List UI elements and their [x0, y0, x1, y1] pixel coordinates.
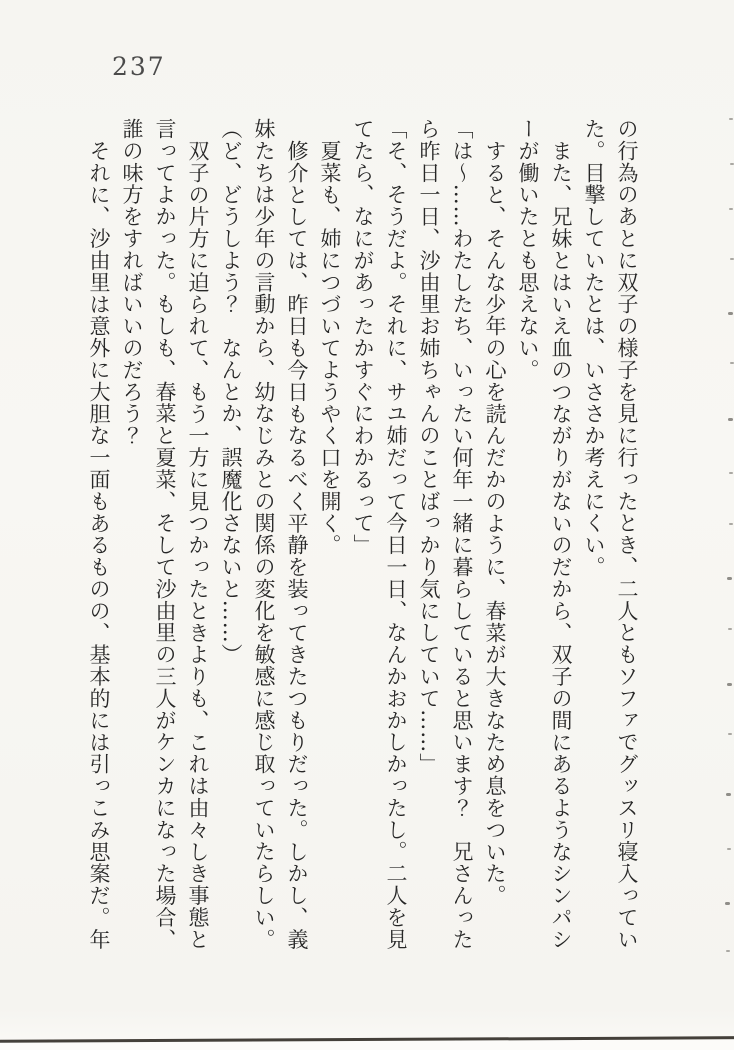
scan-speck: [727, 848, 731, 850]
text-line: 妹たちは少年の言動から、幼なじみとの関係の変化を敏感に感じ取っていたらしい。: [252, 118, 276, 951]
text-line: た。目撃していたとは、いささか考えにくい。: [582, 118, 606, 578]
scan-speck: [728, 312, 733, 315]
scan-speck: [729, 118, 733, 120]
text-line: ーが働いたとも思えない。: [516, 118, 540, 381]
scan-speck: [726, 950, 730, 952]
text-line: （ど、どうしよう？ なんとか、誤魔化さないと……）: [219, 118, 243, 666]
text-line: の行為のあとに双子の様子を見に行ったとき、二人ともソファでグッスリ寝入ってい: [615, 118, 639, 951]
text-line: 誰の味方をすればいいのだろう？: [120, 118, 144, 447]
text-line: すると、そんな少年の心を読んだかのように、春菜が大きなため息をついた。: [483, 140, 507, 907]
scan-speck: [730, 258, 734, 260]
scan-speck: [727, 577, 732, 580]
text-line: 修介としては、昨日も今日もなるべく平静を装ってきたつもりだった。しかし、義: [285, 140, 309, 951]
text-line: 言ってよかった。もしも、春菜と夏菜、そして沙由里の三人がケンカになった場合、: [153, 118, 177, 951]
scan-speck: [729, 208, 733, 210]
text-line: てたら、なにがあったかすぐにわかるって」: [351, 118, 375, 556]
scan-speck: [726, 793, 731, 796]
text-line: 双子の片方に迫られて、もう一方に見つかったときよりも、これは由々しき事態と: [186, 140, 210, 951]
scan-speck: [730, 163, 734, 165]
text-line: ら昨日一日、沙由里お姉ちゃんのことばっかり気にしていて……」: [417, 118, 441, 775]
page-number: 237: [112, 52, 166, 81]
scan-speck: [728, 733, 732, 735]
text-line: それに、沙由里は意外に大胆な一面もあるものの、基本的には引っこみ思案だ。年: [87, 140, 111, 951]
scan-speck: [728, 418, 733, 421]
scan-speck: [727, 683, 732, 686]
text-line: また、兄妹とはいえ血のつながりがないのだから、双子の間にあるようなシンパシ: [549, 140, 573, 951]
scan-speck: [729, 523, 733, 525]
scan-speck: [729, 472, 733, 474]
text-line: 夏菜も、姉につづいてようやく口を開く。: [318, 140, 342, 557]
body-text: [82, 118, 643, 952]
scan-speck: [725, 902, 730, 905]
scan-speck: [728, 628, 732, 630]
scan-speck: [730, 362, 734, 364]
text-line: 「そ、そうだよ。それに、サユ姉だって今日一日、なんかおかしかったし。二人を見: [384, 118, 408, 951]
text-line: 「は～……わたしたち、いったい何年一緒に暮らしていると思います？ 兄さんった: [450, 118, 474, 951]
